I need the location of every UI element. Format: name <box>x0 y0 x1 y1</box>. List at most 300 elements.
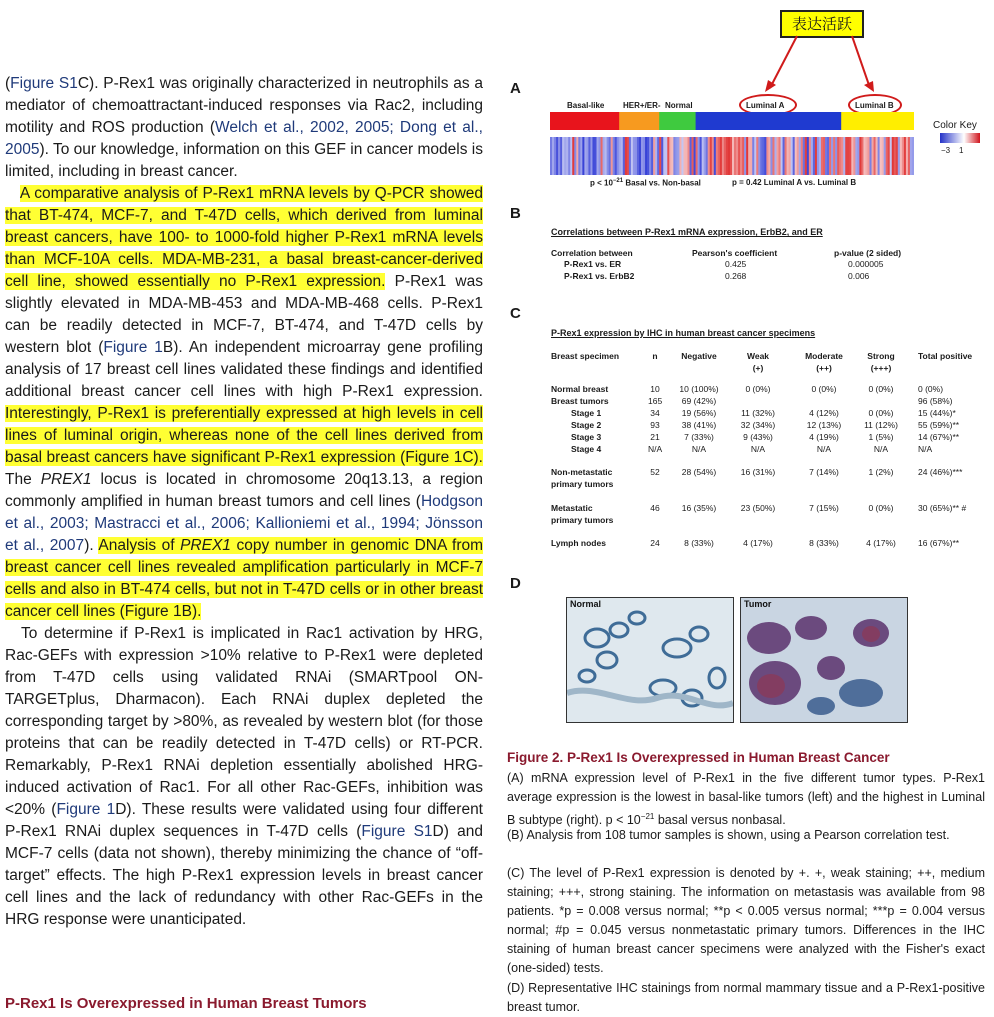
heatmap-stripe <box>613 137 615 175</box>
heatmap-stripe <box>878 137 880 175</box>
heatmap-stripe <box>754 137 756 175</box>
paragraph-1 <box>5 73 483 623</box>
heatmap-stripe <box>550 137 552 175</box>
heatmap-stripe <box>706 137 708 175</box>
heatmap-stripe <box>865 137 867 175</box>
table-c-cell: Metastatic primary tumors <box>551 503 614 525</box>
table-c-cell: 93 <box>650 420 660 430</box>
heatmap-stripe <box>578 137 580 175</box>
heatmap-stripe <box>554 137 556 175</box>
heatmap-stripe <box>730 137 732 175</box>
table-c-cell: 21 <box>650 432 660 442</box>
heatmap-stripe <box>564 137 566 175</box>
heatmap-stripe <box>740 137 742 175</box>
text-run: ). To our knowledge, information on this GEF in cancer models is limited, including in breast cancer. <box>5 141 483 180</box>
text-run: The <box>5 471 41 488</box>
exponent: −21 <box>640 812 655 821</box>
heatmap-stripe <box>776 137 778 175</box>
heatmap-stripe <box>779 137 781 175</box>
table-c-cell: 0 (0%) <box>811 384 837 394</box>
heatmap-stripe <box>738 137 740 175</box>
table-c-cell: N/A <box>750 444 766 454</box>
heatmap-stripe <box>867 137 869 175</box>
table-c-cell: 34 <box>650 408 660 418</box>
heatmap-stripe <box>615 137 617 175</box>
heatmap-stripe <box>872 137 874 175</box>
heatmap-stripe <box>667 137 669 175</box>
heatmap-stripe <box>673 137 675 175</box>
panel-letter-a: A <box>510 80 521 97</box>
heatmap-stripe <box>594 137 596 175</box>
text-run: ( <box>5 75 11 92</box>
heatmap-stripe <box>645 137 647 175</box>
table-c-cell: 12 (13%) <box>806 420 842 430</box>
heatmap-stripe <box>845 137 847 175</box>
panel-letter-c: C <box>510 305 521 322</box>
table-b-row-label: P-Rex1 vs. ER <box>564 259 622 269</box>
heatmap-stripe <box>736 137 738 175</box>
heatmap-stripe <box>647 137 649 175</box>
heatmap-stripe <box>768 137 770 175</box>
heatmap-stripe <box>677 137 679 175</box>
heatmap-stripe <box>685 137 687 175</box>
table-c-cell: N/A <box>918 444 933 454</box>
heatmap-stripe <box>797 137 799 175</box>
heatmap-stripe <box>592 137 594 175</box>
table-c-cell: Weak (+) <box>746 351 770 373</box>
gene-name: PREX1 <box>40 471 92 488</box>
heatmap-stripe <box>859 137 861 175</box>
heatmap-stripe <box>566 137 568 175</box>
ref-link-figure-s1d[interactable]: Figure S1 <box>361 823 433 840</box>
table-b-row-p: 0.006 <box>848 271 870 281</box>
heatmap-stripe <box>623 137 625 175</box>
arrow-to-luminal-b <box>852 36 870 88</box>
ref-link-welch[interactable]: Welch et al., 2002, 2005; Dong et al., 2005 <box>5 119 483 158</box>
heatmap-stripe <box>665 137 667 175</box>
table-c-cell: 0 (0%) <box>745 384 771 394</box>
heatmap-stripe <box>675 137 677 175</box>
subtype-label-luminal-a: Luminal A <box>746 101 785 110</box>
table-c-cell: 4 (17%) <box>743 538 773 548</box>
stat-luminal: p = 0.42 Luminal A vs. Luminal B <box>732 178 857 187</box>
heatmap-stripe <box>803 137 805 175</box>
heatmap-stripe <box>888 137 890 175</box>
table-c-cell: 15 (44%)* <box>918 408 956 418</box>
heatmap-stripe <box>876 137 878 175</box>
heatmap-stripe <box>855 137 857 175</box>
heatmap-stripe <box>635 137 637 175</box>
indent <box>5 185 20 202</box>
table-c-cell: N/A <box>873 444 889 454</box>
heatmap-stripe <box>732 137 734 175</box>
heatmap-stripe <box>562 137 564 175</box>
table-c-cell: Non-metastatic primary tumors <box>551 467 614 489</box>
heatmap-stripe <box>766 137 768 175</box>
table-c-cell: Moderate (++) <box>805 351 843 373</box>
color-key-range <box>941 146 980 155</box>
heatmap-stripe <box>764 137 766 175</box>
heatmap-stripe <box>681 137 683 175</box>
heatmap-stripe <box>607 137 609 175</box>
heatmap-stripe <box>570 137 572 175</box>
heatmap-stripe <box>724 137 726 175</box>
heatmap-stripe <box>671 137 673 175</box>
heatmap-stripe <box>617 137 619 175</box>
heatmap-stripe <box>714 137 716 175</box>
micrograph-tumor <box>740 597 908 723</box>
subtype-segment-3 <box>696 112 842 130</box>
heatmap-stripe <box>710 137 712 175</box>
heatmap-stripe <box>910 137 912 175</box>
heatmap-stripe <box>586 137 588 175</box>
table-c-cell: Stage 4 <box>571 444 602 454</box>
annotation-callout: 表达活跃 <box>780 10 864 38</box>
subtype-label-normal: Normal <box>665 101 693 110</box>
heatmap-stripe <box>756 137 758 175</box>
ref-link-figure-s1[interactable]: Figure S1 <box>10 75 78 92</box>
heatmap-stripe <box>882 137 884 175</box>
table-c-cell: 8 (33%) <box>809 538 839 548</box>
table-c-cell: 1 (2%) <box>868 467 894 477</box>
text-run: P-Rex1 was slightly elevated in MDA-MB-453 and MDA-MB-468 cells. P-Rex1 can be readily detected in MCF-7, BT-474, and T-47D cells by western blot ( <box>5 273 483 356</box>
highlight-qpcr: A comparative analysis of P-Rex1 mRNA levels by Q-PCR showed that BT-474, MCF-7, and T-47D cells, which derived from luminal breast cancers, have 100- to 1000-fold higher P-Rex1 mRNA levels than MCF-10A cells. MDA-MB-231, a basal breast-cancer-derived cell line, showed essentially no P-Rex1 expression. <box>5 185 483 290</box>
heatmap-stripe <box>657 137 659 175</box>
heatmap-stripe <box>663 137 665 175</box>
heatmap-stripe <box>576 137 578 175</box>
table-c-cell: 7 (33%) <box>684 432 714 442</box>
heatmap-stripe <box>841 137 843 175</box>
heatmap-stripe <box>619 137 621 175</box>
heatmap-stripe <box>781 137 783 175</box>
color-key <box>933 120 980 155</box>
arrowhead-luminal-a <box>765 80 776 92</box>
heatmap-stripe <box>637 137 639 175</box>
table-b-header-coef: Pearson's coefficient <box>692 248 778 258</box>
table-c-cell: Normal breast <box>551 384 609 394</box>
heatmap-stripe <box>762 137 764 175</box>
color-key-gradient <box>940 133 980 143</box>
table-c-cell: 69 (42%) <box>681 396 717 406</box>
heatmap-stripe <box>801 137 803 175</box>
heatmap-stripe <box>633 137 635 175</box>
tumor-tissue-image <box>741 598 907 722</box>
heatmap-stripe <box>726 137 728 175</box>
heatmap-stripe <box>774 137 776 175</box>
table-c-cell: Stage 1 <box>571 408 602 418</box>
heatmap-stripe <box>590 137 592 175</box>
heatmap-stripe <box>574 137 576 175</box>
table-c-title: P-Rex1 expression by IHC in human breast cancer specimens <box>551 328 816 338</box>
heatmap-stripe <box>898 137 900 175</box>
ref-link-hodgson[interactable]: Hodgson et al., 2003; Mastracci et al., 2006; Kallioniemi et al., 1994; Jönsson et al., 2007 <box>5 493 483 554</box>
heatmap-stripe <box>621 137 623 175</box>
heatmap-stripe <box>758 137 760 175</box>
heatmap-stripe <box>694 137 696 175</box>
text-run: Basal vs. Non-basal <box>623 178 701 188</box>
table-b-title: Correlations between P-Rex1 mRNA expression, ErbB2, and ER <box>551 227 823 237</box>
heatmap-stripe <box>603 137 605 175</box>
heatmap-stripe <box>742 137 744 175</box>
heatmap-stripe <box>799 137 801 175</box>
heatmap-stripe <box>890 137 892 175</box>
table-c-cell: 9 (43%) <box>743 432 773 442</box>
caption-b: (B) Analysis from 108 tumor samples is shown, using a Pearson correlation test. <box>507 828 950 842</box>
table-c-cell: 7 (14%) <box>809 467 839 477</box>
heatmap-stripe <box>690 137 692 175</box>
table-c-cell: n <box>652 351 658 361</box>
heatmap-stripe <box>700 137 702 175</box>
heatmap-stripe <box>639 137 641 175</box>
heatmap-stripe <box>712 137 714 175</box>
heatmap-stripe <box>902 137 904 175</box>
table-c-cell: 16 (67%)** <box>918 538 960 548</box>
text-run: ). <box>84 537 99 554</box>
table-c-cell: 1 (5%) <box>868 432 894 442</box>
stat-basal <box>590 178 701 188</box>
micrograph-label-normal: Normal <box>570 599 602 609</box>
table-c-cell: 0 (0%) <box>868 408 894 418</box>
heatmap-stripe <box>692 137 694 175</box>
table-c-cell: 46 <box>650 503 660 513</box>
exponent: −21 <box>612 178 624 184</box>
heatmap-stripe <box>582 137 584 175</box>
table-b-row-p: 0.000005 <box>848 259 884 269</box>
table-b-row-coef: 0.425 <box>725 259 747 269</box>
heatmap-stripe <box>704 137 706 175</box>
subtype-segment-1 <box>619 112 660 130</box>
heatmap-stripe <box>833 137 835 175</box>
table-b-row-label: P-Rex1 vs. ErbB2 <box>564 271 635 281</box>
heatmap-stripe <box>728 137 730 175</box>
table-c-cell: 4 (12%) <box>809 408 839 418</box>
body-text-column <box>5 73 483 931</box>
heatmap-stripe <box>597 137 599 175</box>
table-c-cell: Stage 3 <box>571 432 602 442</box>
table-c-cell: Stage 2 <box>571 420 602 430</box>
heatmap-stripe <box>851 137 853 175</box>
text-run: D) and MCF-7 cells (data not shown), thereby minimizing the chance of “off-target” effects. The high P-Rex1 expression levels in breast cancer cell lines and the lack of redundancy with other Rac-GEFs in the HRG response were unanticipated. <box>5 823 483 928</box>
table-c-cell: 10 <box>650 384 660 394</box>
micrograph-label-tumor: Tumor <box>744 599 772 609</box>
table-b-header-correlation: Correlation between <box>551 248 633 258</box>
heatmap-stripe <box>722 137 724 175</box>
heatmap-stripe <box>627 137 629 175</box>
table-c-cell: 0 (0%) <box>868 503 894 513</box>
heatmap-stripe <box>821 137 823 175</box>
text-run: D). These results were validated using four different P-Rex1 RNAi duplex sequences in T-47D cells ( <box>5 801 483 840</box>
heatmap-stripe <box>744 137 746 175</box>
color-key-max: 1 <box>959 146 964 155</box>
table-c-cell: 30 (65%)** # <box>918 503 967 513</box>
subtype-label-luminal-b: Luminal B <box>855 101 894 110</box>
table-c-cell: N/A <box>691 444 707 454</box>
paragraph-2 <box>5 623 483 931</box>
heatmap-stripe <box>611 137 613 175</box>
subtype-segment-2 <box>659 112 696 130</box>
table-c-cell: 8 (33%) <box>684 538 714 548</box>
text-run: (A) mRNA expression level of P-Rex1 in the five different tumor types. P-Rex1 average expression is the lowest in basal-like tumors (left) and the highest in Luminal B subtype (right). p < 10 <box>507 771 985 828</box>
heatmap-stripe <box>787 137 789 175</box>
heatmap-stripe <box>631 137 633 175</box>
heatmap-stripe <box>815 137 817 175</box>
table-c-cell: Total positive <box>918 351 973 361</box>
heatmap-stripe <box>651 137 653 175</box>
ref-link-figure-1d[interactable]: Figure 1 <box>56 801 116 818</box>
heatmap-stripe <box>849 137 851 175</box>
heatmap-stripe <box>552 137 554 175</box>
heatmap-stripe <box>900 137 902 175</box>
heatmap-stripe <box>817 137 819 175</box>
text-run: Analysis of <box>98 537 181 554</box>
heatmap-stripe <box>629 137 631 175</box>
table-c-cell: Lymph nodes <box>551 538 606 548</box>
table-c-cell: 0 (0%) <box>868 384 894 394</box>
heatmap-stripe <box>857 137 859 175</box>
panel-letter-b: B <box>510 205 521 222</box>
heatmap-stripe <box>894 137 896 175</box>
heatmap-stripe <box>825 137 827 175</box>
heatmap-stripe <box>669 137 671 175</box>
heatmap-stripe <box>716 137 718 175</box>
heatmap-stripe <box>625 137 627 175</box>
table-c-cell: Breast specimen <box>551 351 620 361</box>
heatmap-stripe <box>599 137 601 175</box>
table-c-cell: 11 (12%) <box>864 420 898 430</box>
normal-tissue-image <box>567 598 733 722</box>
text-run: p < 10 <box>590 178 613 188</box>
micrograph-normal <box>566 597 734 723</box>
table-b-row-coef: 0.268 <box>725 271 747 281</box>
heatmap-stripe <box>679 137 681 175</box>
heatmap-stripe <box>750 137 752 175</box>
heatmap-stripe <box>843 137 845 175</box>
text-run: basal versus nonbasal. <box>654 813 786 828</box>
heatmap-stripe <box>556 137 558 175</box>
table-c-cell: 24 <box>650 538 660 548</box>
heatmap-stripe <box>605 137 607 175</box>
heatmap-stripe <box>837 137 839 175</box>
heatmap-stripe <box>819 137 821 175</box>
text-run: To determine if P-Rex1 is implicated in Rac1 activation by HRG, Rac-GEFs with expression >10% relative to P-Rex1 were depleted from T-47D cells using validated RNAi (SMARTpool ON-TARGETplus, Dharmacon). Each RNAi duplex depleted the corresponding target by >80%, as revealed by western blot (for those proteins that can be readily detected in T-47D cells) or RT-PCR. Remarkably, P-Rex1 RNAi depletion essentially abolished HRG-induced activation of Rac1. For all other Rac-GEFs, inhibition was <20% ( <box>5 625 483 818</box>
caption-c: (C) The level of P-Rex1 expression is denoted by +. +, weak staining; ++, medium staining; +++, strong staining. The information on metastasis was available from 98 patients. *p = 0.008 versus normal; **p < 0.005 versus normal; ***p = 0.004 versus normal; #p = 0.045 versus nonmetastatic primary tumors. Differences in the IHC staining of human breast cancer specimens were analyzed with the Fisher's exact (one-sided) tests. <box>507 866 985 975</box>
table-c-cell: 11 (32%) <box>741 408 775 418</box>
heatmap-stripe <box>835 137 837 175</box>
table-c-cell: 14 (67%)** <box>918 432 960 442</box>
heatmap-stripe <box>609 137 611 175</box>
text-run: copy number in genomic DNA from breast cancer cell lines revealed amplification particularly in MCF-7 cells and also in BT-474 cells, but not in T-47D cells or in other breast cancer cell lines (Figure 1B). <box>5 537 484 620</box>
heatmap-stripe <box>641 137 643 175</box>
heatmap-stripe <box>601 137 603 175</box>
text-run: B). An independent microarray gene profiling analysis of 17 breast cell lines validated these findings and identified additional breast cancer cell lines with high P-Rex1 expression. <box>5 339 483 400</box>
color-key-title: Color Key <box>933 120 977 131</box>
table-c-cell: 38 (41%) <box>681 420 717 430</box>
table-c-cell: 4 (17%) <box>866 538 896 548</box>
heatmap-stripe <box>708 137 710 175</box>
heatmap-stripe <box>584 137 586 175</box>
heatmap-stripe <box>789 137 791 175</box>
heatmap-stripe <box>906 137 908 175</box>
heatmap-stripe <box>649 137 651 175</box>
table-c-cell: Strong (+++) <box>867 351 895 373</box>
heatmap-stripe <box>785 137 787 175</box>
table-c-cell: N/A <box>816 444 832 454</box>
heatmap-stripe <box>772 137 774 175</box>
heatmap-stripe <box>653 137 655 175</box>
table-b-header-p: p-value (2 sided) <box>834 248 902 258</box>
table-c-cell: 16 (35%) <box>681 503 717 513</box>
table-c-cell: 10 (100%) <box>679 384 719 394</box>
table-c-cell: 24 (46%)*** <box>918 467 963 477</box>
heatmap-stripe <box>560 137 562 175</box>
heatmap-stripe <box>702 137 704 175</box>
heatmap-stripe <box>892 137 894 175</box>
heatmap-stripe <box>718 137 720 175</box>
heatmap-stripe <box>734 137 736 175</box>
text-run: locus is located in chromosome 20q13.13, a region commonly amplified in human breast tumors and cell lines ( <box>5 471 484 510</box>
heatmap-stripe <box>558 137 560 175</box>
gene-name: PREX1 <box>180 537 231 554</box>
text-run: C). P-Rex1 was originally characterized in neutrophils as a mediator of chemoattractant-induced responses via Rac2, including motility and ROS production ( <box>5 75 483 136</box>
heatmap-stripe <box>870 137 872 175</box>
heatmap-stripe <box>874 137 876 175</box>
heatmap-stripe <box>688 137 690 175</box>
table-c-cell: 19 (56%) <box>681 408 717 418</box>
arrow-to-luminal-a <box>770 36 797 88</box>
caption-a <box>507 769 985 830</box>
table-c-cell: 0 (0%) <box>918 384 944 394</box>
heatmap-stripe <box>809 137 811 175</box>
caption-d: (D) Representative IHC stainings from normal mammary tissue and a P-Rex1-positive breast tumor. <box>507 981 985 1014</box>
callout-arrows <box>760 34 890 96</box>
table-c-cell: 55 (59%)** <box>918 420 960 430</box>
heatmap-stripe <box>829 137 831 175</box>
heatmap-stripe <box>853 137 855 175</box>
heatmap-stripe <box>807 137 809 175</box>
heatmap-stripe <box>861 137 863 175</box>
table-c-cell: Negative <box>681 351 717 361</box>
heatmap-stripe <box>847 137 849 175</box>
heatmap-stripe <box>752 137 754 175</box>
subtype-segment-4 <box>841 112 914 130</box>
heatmap-stripe <box>568 137 570 175</box>
heatmap-stripe <box>827 137 829 175</box>
heatmap-stripe <box>793 137 795 175</box>
table-c-cell: 32 (34%) <box>740 420 776 430</box>
highlight-luminal: Interestingly, P-Rex1 is preferentially expressed at high levels in cell lines of luminal origin, whereas none of the cell lines derived from basal breast cancers have significant P-Rex1 expression (Figure 1C). <box>5 405 483 466</box>
heatmap-stripe <box>823 137 825 175</box>
table-c-cell: 165 <box>648 396 663 406</box>
heatmap-stripe <box>904 137 906 175</box>
heatmap-stripe <box>683 137 685 175</box>
ref-link-figure-1[interactable]: Figure 1 <box>103 339 163 356</box>
expression-heatmap <box>550 137 914 175</box>
heatmap-stripe <box>720 137 722 175</box>
table-c-cell: 7 (15%) <box>809 503 839 513</box>
heatmap-stripe <box>886 137 888 175</box>
table-c-cell: 28 (54%) <box>681 467 717 477</box>
table-c-cell: 16 (31%) <box>740 467 776 477</box>
subtype-segment-0 <box>550 112 620 130</box>
heatmap-stripe <box>863 137 865 175</box>
heatmap-stripe <box>580 137 582 175</box>
heatmap-stripe <box>655 137 657 175</box>
heatmap-stripe <box>572 137 574 175</box>
heatmap-stripe <box>811 137 813 175</box>
panel-letter-d: D <box>510 575 521 592</box>
heatmap-stripe <box>746 137 748 175</box>
table-c-cell: 4 (19%) <box>809 432 839 442</box>
